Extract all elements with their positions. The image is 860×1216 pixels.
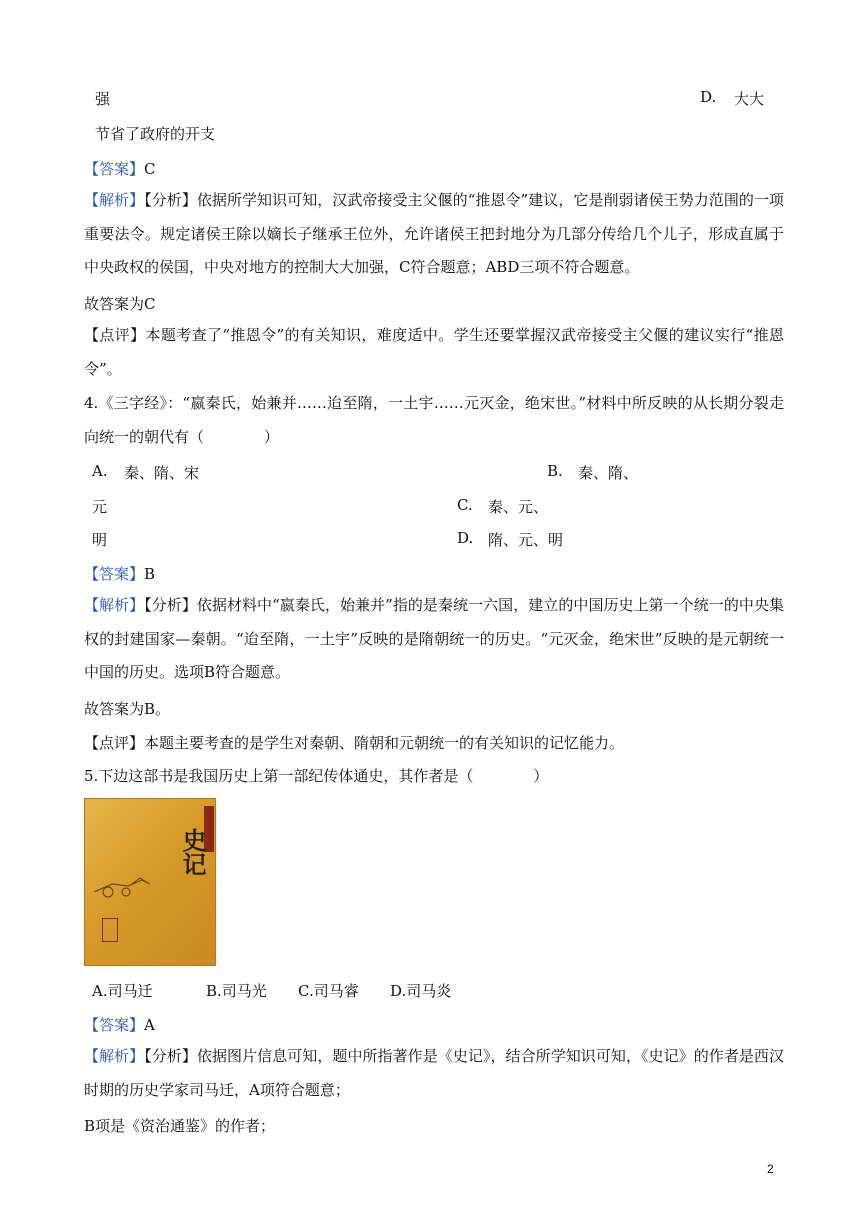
- q3-option-d-continuation: 节省了政府的开支: [95, 125, 216, 143]
- q4-option-b-label: B.: [547, 462, 563, 480]
- analysis-tag: 【解析】: [84, 191, 145, 209]
- page-number: 2: [767, 1162, 774, 1176]
- answer-tag: 【答案】: [84, 1016, 145, 1034]
- q5-option-d: D.司马炎: [390, 982, 452, 1000]
- q4-answer: [84, 563, 155, 584]
- q3-option-d-text: 大大: [734, 90, 765, 108]
- comment-text: 本题主要考查的是学生对秦朝、隋朝和元朝统一的有关知识的记忆能力。: [144, 734, 625, 752]
- comment-tag: 【点评】: [84, 326, 146, 344]
- answer-value: C: [144, 160, 156, 178]
- q4-option-b-continuation: 元: [92, 498, 108, 516]
- q4-comment: [84, 732, 624, 753]
- chariot-illustration-icon: [92, 870, 152, 900]
- q5-answer: [84, 1014, 155, 1035]
- q4-option-c: 秦、元、: [488, 498, 549, 516]
- analysis-text: 【分析】依据所学知识可知，汉武帝接受主父偃的“推恩令”建议，它是削弱诸侯王势力范围的一项重要法令。规定诸侯王除以嫡长子继承王位外，允许诸侯王把封地分为几部分传给几个儿子，形成直属于中央政权的侯国，中央对地方的控制大大加强，C符合题意；ABD三项不符合题意。: [84, 191, 784, 276]
- q3-comment: [84, 319, 784, 386]
- shiji-book-cover-image: [84, 798, 216, 966]
- red-seal-icon: [102, 918, 118, 942]
- analysis-text: 【分析】依据材料中“嬴秦氏，始兼并”指的是秦统一六国，建立的中国历史上第一个统一的中央集权的封建国家—秦朝。“迨至隋，一土宇”反映的是隋朝统一的历史。“元灭金，绝宋世”反映的是元朝统一中国的历史。选项B符合题意。: [84, 596, 784, 681]
- q4-option-d: 隋、元、明: [488, 531, 564, 549]
- q4-stem: 4.《三字经》：“嬴秦氏，始兼并……迨至隋，一土宇……元灭金，绝宋世。”材料中所反映的从长期分裂走向统一的朝代有（ ）: [84, 394, 784, 446]
- answer-tag: 【答案】: [84, 565, 145, 583]
- q4-option-d-label: D.: [457, 529, 474, 547]
- answer-value: A: [144, 1016, 155, 1034]
- q3-analysis: [84, 184, 784, 285]
- q4-conclusion: 故答案为B。: [84, 700, 171, 718]
- q4-option-b: 秦、隋、: [578, 464, 639, 482]
- q4-option-a: 秦、隋、宋: [124, 464, 200, 482]
- comment-text: 本题考查了“推恩令”的有关知识，难度适中。学生还要掌握汉武帝接受主父偃的建议实行“推恩令”。: [84, 326, 784, 378]
- q4-option-a-label: A.: [92, 462, 108, 480]
- analysis-text: 【分析】依据图片信息可知，题中所指著作是《史记》，结合所学知识可知，《史记》的作者是西汉时期的历史学家司马迁，A项符合题意；: [84, 1047, 784, 1099]
- analysis-tag: 【解析】: [84, 1047, 145, 1065]
- q5-option-a: A.司马迁: [92, 982, 153, 1000]
- q4-option-c-continuation: 明: [92, 531, 108, 549]
- cover-title: 史记: [178, 828, 207, 876]
- analysis-tag: 【解析】: [84, 596, 145, 614]
- q5-stem: 5.下边这部书是我国历史上第一部纪传体通史，其作者是（ ）: [84, 767, 549, 785]
- q5-option-c: C.司马睿: [298, 982, 359, 1000]
- q5-note-b: B项是《资治通鉴》的作者；: [84, 1117, 276, 1135]
- q4-option-c-label: C.: [457, 496, 473, 514]
- q3-answer: [84, 158, 156, 179]
- q5-option-b: B.司马光: [206, 982, 267, 1000]
- q3-option-c-continuation: 强: [95, 90, 111, 108]
- answer-value: B: [144, 565, 156, 583]
- q3-option-d-label: D.: [700, 88, 717, 106]
- answer-tag: 【答案】: [84, 160, 145, 178]
- q3-conclusion: 故答案为C: [84, 295, 156, 313]
- comment-tag: 【点评】: [84, 734, 145, 752]
- q4-analysis: [84, 589, 784, 690]
- q5-analysis: [84, 1040, 784, 1107]
